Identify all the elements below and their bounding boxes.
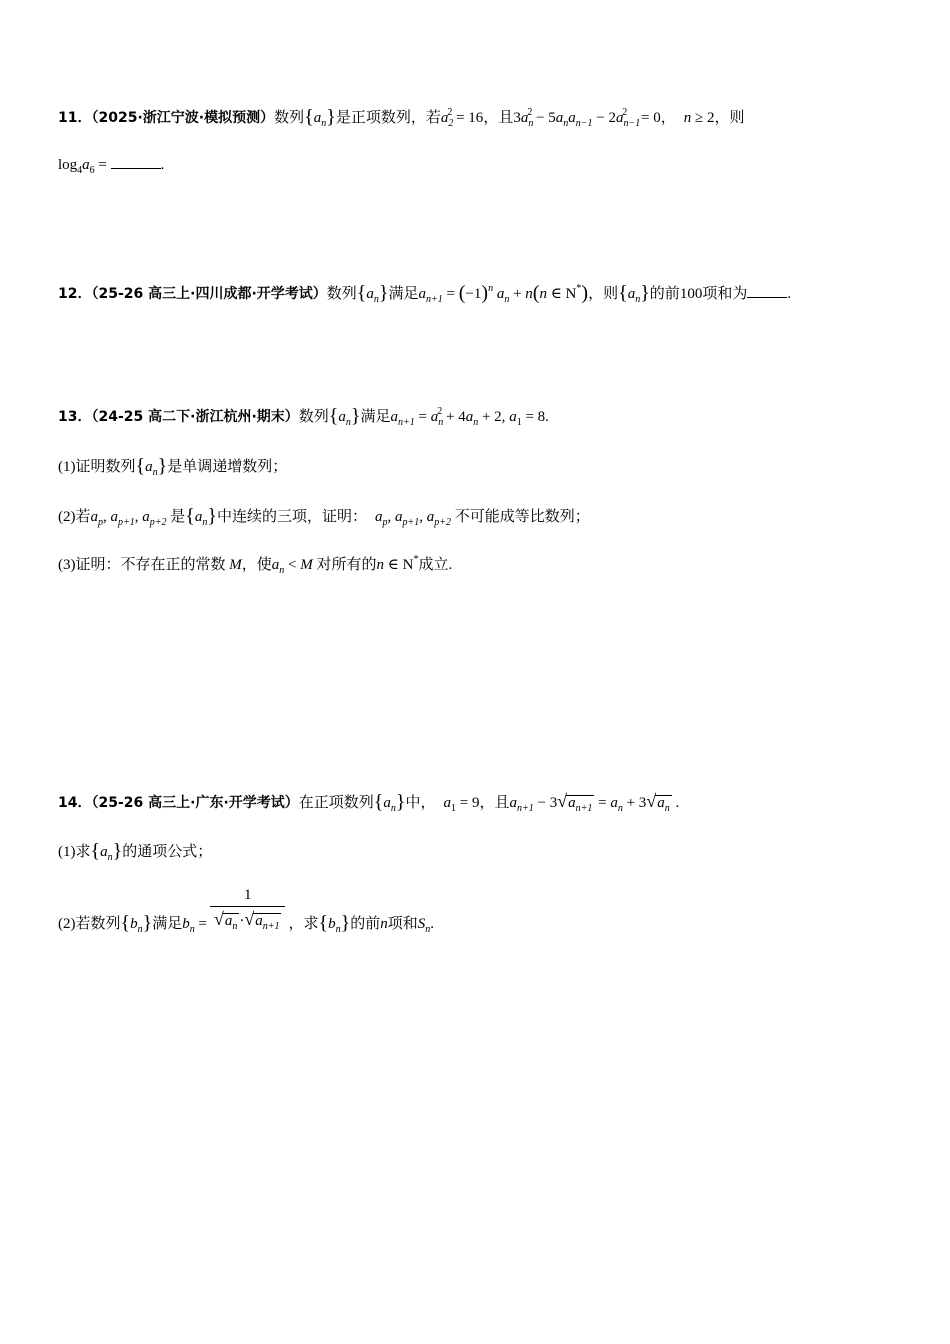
problem-11-line-2: $\log_4a_6$ = . [58, 157, 165, 176]
problem-number: 13． [58, 409, 92, 425]
problem-13-part-3: (3)证明：不存在正的常数 M，使$a_n < M$ 对所有的n ∈ N*成立. [58, 554, 453, 576]
problem-source: （24-25 高二下·浙江杭州·期末） [91, 409, 299, 425]
problem-11-line-1: 11．（2025·浙江宁波·模拟预测）数列$\{a_n\}$是正项数列，若$a_2^2 = 16$，且$3a_n^2 - 5a_na_{n-1} - 2a_{n-1}^2 = 0$， n ≥ 2，则 [58, 106, 745, 129]
answer-blank[interactable] [111, 167, 161, 169]
problem-14-part-1: (1)求$\{a_n\}$的通项公式； [58, 840, 213, 863]
problem-12-line-1: 12．（25-26 高三上·四川成都·开学考试）数列$\{a_n\}$满足$a_{n+1} = (-1)^n$ $a_n + n(n$ ∈ N*)，则$\{a_n\}$的前100项和为 . [58, 282, 792, 305]
problem-number: 14． [58, 795, 92, 811]
problem-13-line-1: 13．（24-25 高二下·浙江杭州·期末）数列$\{a_n\}$满足$a_{n+1} = a_n^2 + 4a_n + 2$, $a_1 = 8$. [58, 405, 549, 428]
problem-source: （25-26 高三上·四川成都·开学考试） [91, 286, 327, 302]
problem-number: 12． [58, 286, 92, 302]
problem-14-line-1: 14．（25-26 高三上·广东·开学考试）在正项数列$\{a_n\}$中， $a_1 = 9$，且$a_{n+1} - 3√a_{n+1} = a_n + 3√a_n$ . [58, 791, 680, 814]
problem-13-part-2: (2)若$a_p$, $a_{p+1}$, $a_{p+2}$ 是$\{a_n\}$中连续的三项，证明： $a_p$, $a_{p+1}$, $a_{p+2}$ 不可能成等比数列； [58, 505, 590, 528]
fraction: $\frac{1}{√a_n \cdot√a_{n+1}}$ [210, 888, 286, 933]
problem-13-part-1: (1)证明数列$\{a_n\}$是单调递增数列； [58, 455, 288, 478]
problem-number: 11． [58, 110, 92, 126]
problem-14-part-2: (2)若数列$\{b_n\}$满足$b_n$ = $\frac{1}{√a_n \cdot√a_{n+1}}$ ，求$\{b_n\}$的前n项和$S_n$. [58, 887, 434, 935]
answer-blank[interactable] [747, 296, 787, 298]
problem-source: （2025·浙江宁波·模拟预测） [91, 110, 275, 126]
problem-source: （25-26 高三上·广东·开学考试） [91, 795, 299, 811]
